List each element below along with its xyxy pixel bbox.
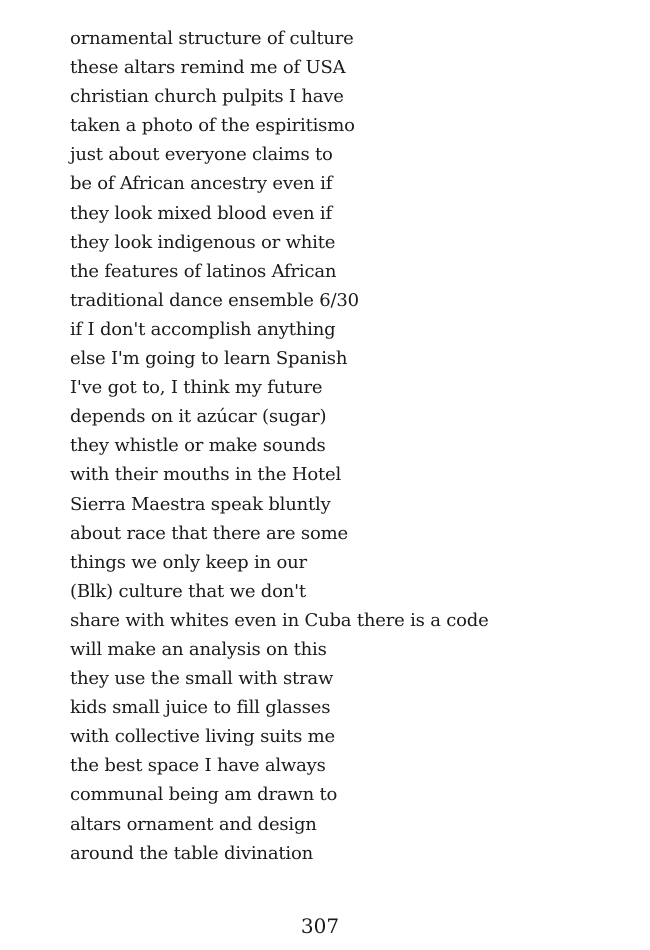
poem-line: around the table divination [70,842,313,864]
poem-line: be of African ancestry even if [70,173,333,195]
poem-line: (Blk) culture that we don't [70,580,306,602]
poem-line: else I'm going to learn Spanish [70,348,348,370]
poem-line: traditional dance ensemble 6/30 [70,289,359,311]
poem-line: kids small juice to fill glasses [70,697,331,719]
poem-text [70,24,489,868]
poem-line: I've got to, I think my future [70,377,323,399]
poem-line: will make an analysis on this [70,638,327,660]
poem-line: things we only keep in our [70,551,307,573]
poem-line: if I don't accomplish anything [70,318,336,340]
poem-line: Sierra Maestra speak bluntly [70,493,331,515]
poem-line: they use the small with straw [70,668,334,690]
poem-line: taken a photo of the espiritismo [70,115,355,137]
poem-line: about race that there are some [70,522,348,544]
poem-line: communal being am drawn to [70,784,338,806]
poem-line: with their mouths in the Hotel [70,464,342,486]
poem-line: just about everyone claims to [70,144,333,166]
poem-line: they look mixed blood even if [70,202,332,224]
page-number: 307 [300,914,340,938]
poem-line: christian church pulpits I have [70,86,344,108]
poem-line: the features of latinos African [70,260,337,282]
poem-line: they whistle or make sounds [70,435,326,457]
poem-line: with collective living suits me [70,726,335,748]
poem-line: ornamental structure of culture [70,28,354,49]
poem-line: depends on it azúcar (sugar) [70,406,327,428]
poem-line: the best space I have always [70,755,326,777]
poem-line: these altars remind me of USA [70,57,346,79]
poem-line: they look indigenous or white [70,231,336,253]
poem-line: altars ornament and design [70,813,317,835]
poem-line: share with whites even in Cuba there is a code [70,609,489,631]
